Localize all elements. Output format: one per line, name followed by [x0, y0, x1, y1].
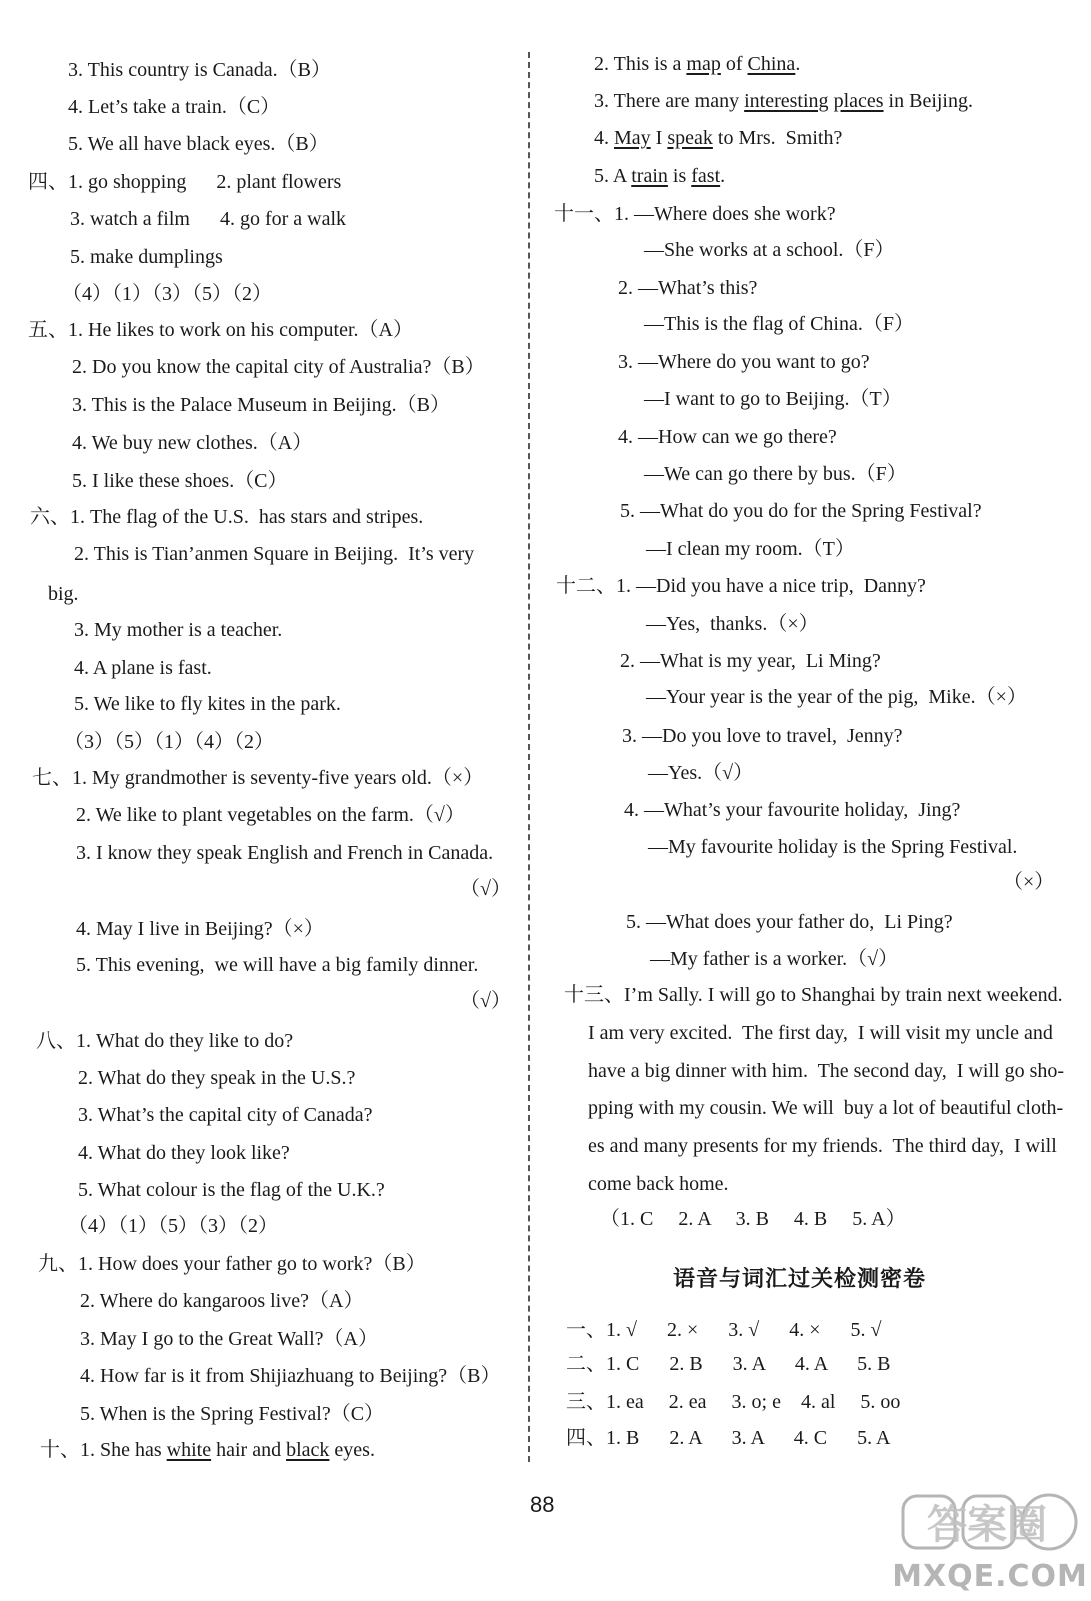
answer-line: 四、1. B 2. A 3. A 4. C 5. A [566, 1427, 891, 1449]
answer-line: （4）（1）（5）（3）（2） [68, 1215, 278, 1237]
answer-line: 5. When is the Spring Festival?（C） [80, 1403, 385, 1425]
answer-line: 5. A train is fast. [594, 165, 726, 187]
answer-line: —Your year is the year of the pig, Mike.（×） [646, 686, 1027, 708]
underlined-word: black [286, 1439, 330, 1461]
section-title: 语音与词汇过关检测密卷 [673, 1267, 927, 1292]
underlined-word: May [614, 127, 651, 149]
answer-line: —My favourite holiday is the Spring Festival. [648, 836, 1018, 858]
answer-line: （√） [460, 878, 511, 900]
watermark-logo [895, 1490, 1085, 1596]
answer-line: 3. —Do you love to travel, Jenny? [622, 725, 903, 747]
underlined-word: speak [667, 127, 713, 149]
answer-line: 5. We all have black eyes.（B） [68, 133, 329, 155]
answer-line: 3. —Where do you want to go? [618, 351, 870, 373]
answer-line: es and many presents for my friends. The third day, I will [588, 1135, 1057, 1157]
answer-line: 5. —What does your father do, Li Ping? [626, 911, 953, 933]
answer-line: 3. There are many interesting places in Beijing. [594, 90, 973, 112]
underlined-word: China [747, 53, 796, 75]
answer-line: 2. —What’s this? [618, 277, 758, 299]
answer-line: 3. May I go to the Great Wall?（A） [80, 1328, 378, 1350]
answer-line: 五、1. He likes to work on his computer.（A） [28, 319, 413, 341]
answer-line: 六、1. The flag of the U.S. has stars and stripes. [30, 506, 424, 528]
answer-line: 二、1. C 2. B 3. A 4. A 5. B [566, 1353, 891, 1375]
answer-line: （×） [1003, 871, 1055, 893]
answer-line: 4. May I live in Beijing?（×） [76, 918, 324, 940]
answer-line: big. [48, 583, 79, 605]
answer-line: 4. A plane is fast. [74, 657, 212, 679]
answer-line: 2. We like to plant vegetables on the farm.（√） [76, 804, 465, 826]
answer-line: —This is the flag of China.（F） [644, 313, 914, 335]
underlined-word: interesting [744, 90, 829, 112]
answer-line: 十三、I’m Sally. I will go to Shanghai by train next weekend. [564, 984, 1063, 1006]
answer-line: pping with my cousin. We will buy a lot of beautiful cloth- [588, 1097, 1064, 1119]
answer-line: 2. —What is my year, Li Ming? [620, 650, 881, 672]
underlined-word: places [833, 90, 884, 112]
answer-line: —I clean my room.（T） [646, 538, 855, 560]
underlined-word: white [166, 1439, 212, 1461]
answer-line: 3. I know they speak English and French in Canada. [76, 842, 494, 864]
answer-line: （4）（1）（3）（5）（2） [62, 283, 272, 305]
answer-line: —Yes.（√） [648, 762, 754, 784]
answer-line: 2. Where do kangaroos live?（A） [80, 1290, 364, 1312]
answer-line: 三、1. ea 2. ea 3. o; e 4. al 5. oo [566, 1391, 901, 1413]
answer-line: 4. How far is it from Shijiazhuang to Beijing?（B） [80, 1365, 501, 1387]
answer-line: （√） [460, 990, 511, 1012]
answer-line: 3. What’s the capital city of Canada? [78, 1104, 373, 1126]
answer-line: 2. This is a map of China. [594, 53, 801, 75]
underlined-word: map [686, 53, 721, 75]
answer-line: —We can go there by bus.（F） [644, 463, 907, 485]
answer-line: 4. Let’s take a train.（C） [68, 96, 281, 118]
answer-line: 5. —What do you do for the Spring Festival? [620, 500, 982, 522]
answer-line: come back home. [588, 1173, 729, 1195]
answer-line: I am very excited. The first day, I will visit my uncle and [588, 1022, 1053, 1044]
answer-line: —Yes, thanks.（×） [646, 613, 819, 635]
svg-text:答案圈: 答案圈 [927, 1502, 1047, 1548]
answer-line: 一、1. √ 2. × 3. √ 4. × 5. √ [566, 1319, 882, 1341]
answer-line: 4. —What’s your favourite holiday, Jing? [624, 799, 961, 821]
answer-line: 2. Do you know the capital city of Australia?（B） [72, 356, 485, 378]
answer-line: —She works at a school.（F） [644, 239, 895, 261]
answer-line: （3）（5）（1）（4）（2） [64, 731, 274, 753]
answer-line: 八、1. What do they like to do? [36, 1030, 294, 1052]
answer-line: 4. What do they look like? [78, 1142, 290, 1164]
column-divider [528, 52, 530, 1462]
underlined-word: fast [691, 165, 721, 187]
answer-line: 4. May I speak to Mrs. Smith? [594, 127, 843, 149]
answer-line: 七、1. My grandmother is seventy-five years old.（×） [32, 767, 484, 789]
answer-line: 4. We buy new clothes.（A） [72, 432, 313, 454]
answer-line: 2. This is Tian’anmen Square in Beijing. It’s very [74, 543, 475, 565]
answer-line: 3. My mother is a teacher. [74, 619, 283, 641]
answer-line: 5. We like to fly kites in the park. [74, 693, 341, 715]
answer-line: —I want to go to Beijing.（T） [644, 388, 902, 410]
answer-line: 5. make dumplings [70, 246, 223, 268]
answer-line: 十一、1. —Where does she work? [554, 203, 836, 225]
answer-line: 3. This is the Palace Museum in Beijing.（B） [72, 394, 450, 416]
answer-line: 四、1. go shopping 2. plant flowers [28, 171, 342, 193]
answer-line: 十、1. She has white hair and black eyes. [40, 1439, 375, 1461]
answer-line: —My father is a worker.（√） [650, 948, 899, 970]
answer-line: 3. watch a film 4. go for a walk [70, 208, 347, 230]
answer-line: 5. What colour is the flag of the U.K.? [78, 1179, 385, 1201]
answer-line: 九、1. How does your father go to work?（B） [38, 1253, 426, 1275]
answer-line: 3. This country is Canada.（B） [68, 59, 331, 81]
answer-line: 4. —How can we go there? [618, 426, 837, 448]
answer-line: have a big dinner with him. The second day, I will go sho- [588, 1060, 1065, 1082]
answer-line: 5. This evening, we will have a big family dinner. [76, 954, 479, 976]
underlined-word: train [631, 165, 668, 187]
answer-line: （1. C 2. A 3. B 4. B 5. A） [600, 1208, 906, 1230]
answer-line: 十二、1. —Did you have a nice trip, Danny? [556, 575, 926, 597]
page-number: 88 [530, 1492, 555, 1517]
answer-line: 5. I like these shoes.（C） [72, 470, 288, 492]
svg-text:MXQE.COM: MXQE.COM [895, 1559, 1085, 1594]
answer-line: 2. What do they speak in the U.S.? [78, 1067, 356, 1089]
